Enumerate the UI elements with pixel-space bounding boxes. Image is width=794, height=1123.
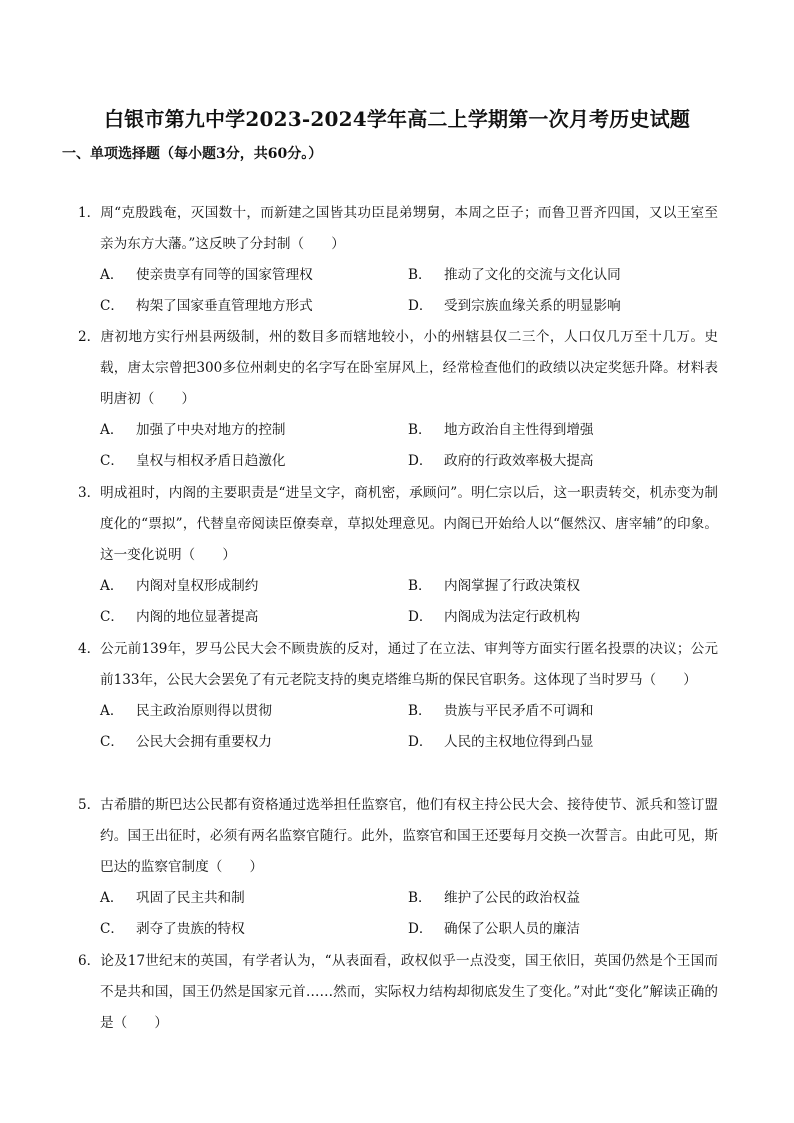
option-c: C． 构架了国家垂直管理地方形式 (100, 298, 313, 314)
option-a: A． 巩固了民主共和制 (100, 890, 245, 906)
option-d: D． 确保了公职人员的廉洁 (408, 921, 580, 937)
option-b: B． 地方政治自主性得到增强 (408, 422, 594, 438)
question-4 (78, 634, 718, 758)
question-1 (78, 198, 718, 322)
question-stem (78, 790, 718, 883)
question-text: 论及17世纪末的英国，有学者认为，“从表面看，政权似乎一点没变，国王依旧，英国仍然是个王国而不是共和国，国王仍然是国家元首……然而，实际权力结构却彻底发生了变化。”对此“变化”解读正确的是（ ） (100, 953, 718, 1031)
question-number: 3． (78, 485, 101, 501)
option-c: C． 公民大会拥有重要权力 (100, 734, 272, 750)
option-b: B． 贵族与平民矛盾不可调和 (408, 703, 594, 719)
question-text: 明成祖时，内阁的主要职责是“进呈文字，商机密，承顾问”。明仁宗以后，这一职责转交，机赤变为制度化的“票拟”，代替皇帝阅读臣僚奏章，草拟处理意见。内阁已开始给人以“偃然汉、唐宰辅”的印象。这一变化说明（ ） (100, 485, 718, 563)
question-text: 公元前139年，罗马公民大会不顾贵族的反对，通过了在立法、审判等方面实行匿名投票的决议；公元前133年，公民大会罢免了有元老院支持的奥克塔维乌斯的保民官职务。这体现了当时罗马（ ） (100, 641, 718, 688)
option-d: D． 内阁成为法定行政机构 (408, 609, 580, 625)
option-b: B． 推动了文化的交流与文化认同 (408, 267, 621, 283)
option-b: B． 内阁掌握了行政决策权 (408, 578, 580, 594)
question-5 (78, 790, 718, 945)
option-d: D． 人民的主权地位得到凸显 (408, 734, 594, 750)
question-number: 6． (78, 953, 101, 969)
page-title: 白银市第九中学2023-2024学年高二上学期第一次月考历史试题 (103, 107, 691, 131)
section-heading: 一、单项选择题（每小题3分，共60分。） (62, 146, 323, 162)
option-a: A． 内阁对皇权形成制约 (100, 578, 259, 594)
question-2 (78, 322, 718, 477)
options (78, 696, 718, 758)
question-stem (78, 634, 718, 696)
option-c: C． 剥夺了贵族的特权 (100, 921, 245, 937)
option-a: A． 民主政治原则得以贯彻 (100, 703, 272, 719)
question-stem (78, 946, 718, 1039)
question-number: 5． (78, 797, 101, 813)
option-c: C． 皇权与相权矛盾日趋激化 (100, 453, 286, 469)
option-d: D． 政府的行政效率极大提高 (408, 453, 594, 469)
options (78, 415, 718, 477)
option-a: A． 加强了中央对地方的控制 (100, 422, 286, 438)
question-text: 周“克殷践奄，灭国数十，而新建之国皆其功臣昆弟甥舅，本周之臣子；而鲁卫晋齐四国，又以王室至亲为东方大藩。”这反映了分封制（ ） (100, 205, 718, 252)
question-stem (78, 322, 718, 415)
question-number: 1． (78, 205, 101, 221)
question-3 (78, 478, 718, 633)
option-b: B． 维护了公民的政治权益 (408, 890, 580, 906)
option-c: C． 内阁的地位显著提高 (100, 609, 259, 625)
option-a: A． 使亲贵享有同等的国家管理权 (100, 267, 313, 283)
options (78, 571, 718, 633)
question-text: 唐初地方实行州县两级制，州的数目多而辖地较小，小的州辖县仅二三个，人口仅几万至十几万。史载，唐太宗曾把300多位州刺史的名字写在卧室屏风上，经常检查他们的政绩以决定奖惩升降。材料表明唐初（ ） (100, 329, 718, 407)
options (78, 883, 718, 945)
question-stem (78, 478, 718, 571)
question-stem (78, 198, 718, 260)
question-text: 古希腊的斯巴达公民都有资格通过选举担任监察官，他们有权主持公民大会、接待使节、派兵和签订盟约。国王出征时，必须有两名监察官随行。此外，监察官和国王还要每月交换一次誓言。由此可见，斯巴达的监察官制度（ ） (100, 797, 718, 875)
question-6 (78, 946, 718, 1039)
question-number: 2． (78, 329, 101, 345)
option-d: D． 受到宗族血缘关系的明显影响 (408, 298, 621, 314)
question-number: 4． (78, 641, 101, 657)
options (78, 260, 718, 322)
